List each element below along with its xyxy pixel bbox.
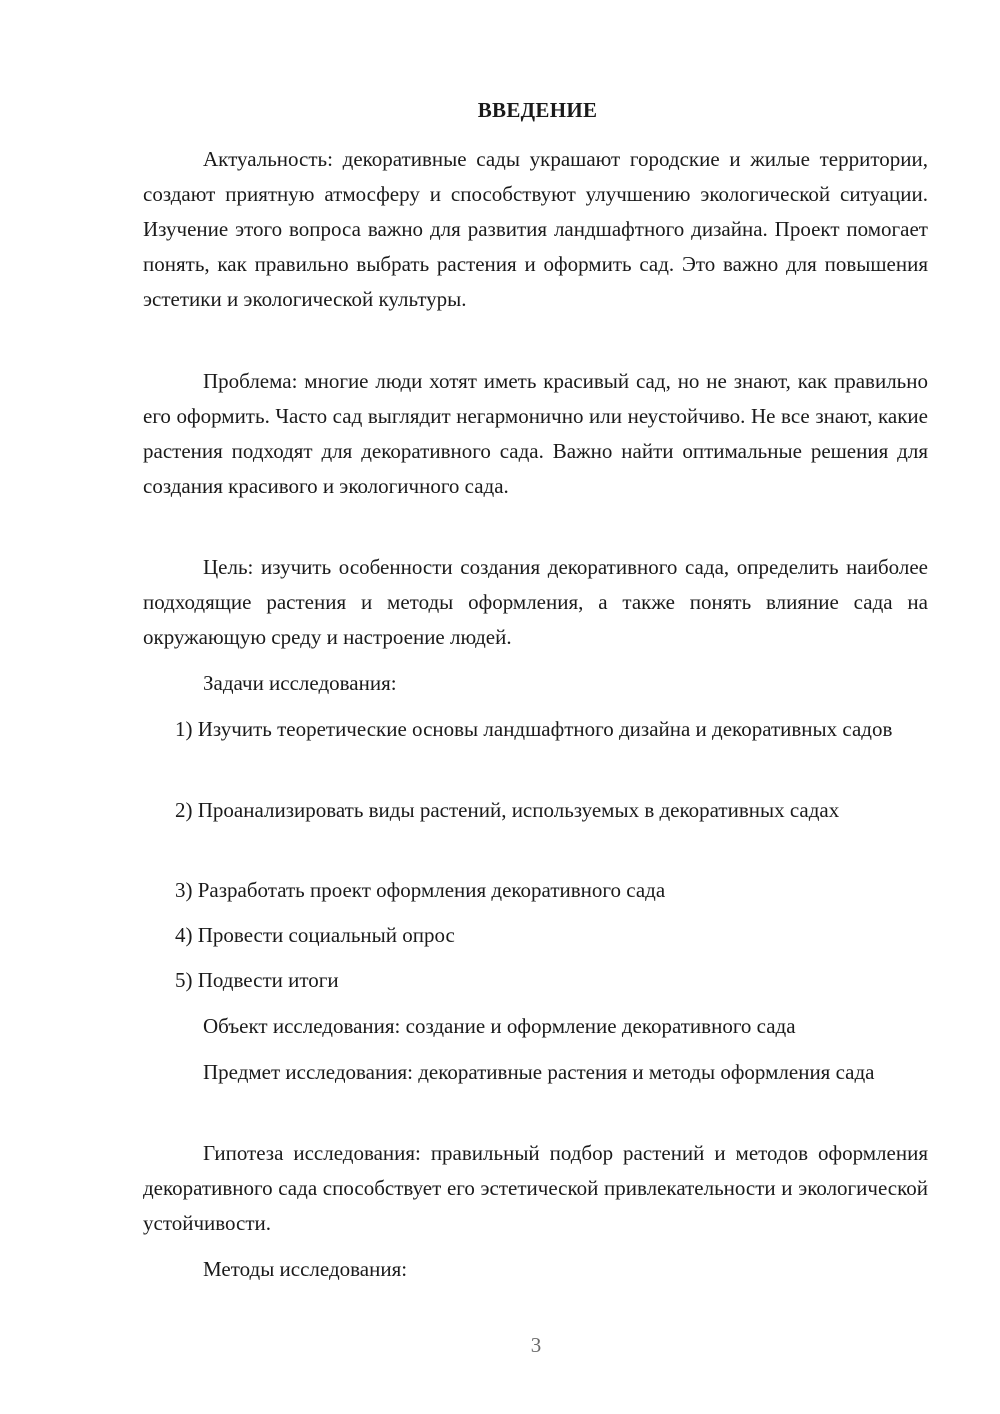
paragraph-relevance: Актуальность: декоративные сады украшают городские и жилые территории, создают приятную атмосферу и способствуют улучшению экологической ситуации. Изучение этого вопроса важно для развития ландшафтного дизайна. Проект помогает понять, как правильно выбрать растения и оформить сад. Это важно для повышения эстетики и экологической культуры. xyxy=(143,147,928,311)
paragraph-hypothesis: Гипотеза исследования: правильный подбор растений и методов оформления декоративного сада способствует его эстетической привлекательности и экологической устойчивости. xyxy=(143,1141,928,1235)
paragraph-object: Объект исследования: создание и оформление декоративного сада xyxy=(203,1014,796,1038)
list-item-task-2: 2) Проанализировать виды растений, используемых в декоративных садах xyxy=(175,798,840,822)
list-item-task-1: 1) Изучить теоретические основы ландшафтного дизайна и декоративных садов xyxy=(175,717,893,741)
page-title: ВВЕДЕНИЕ xyxy=(477,98,598,122)
tasks-heading: Задачи исследования: xyxy=(203,671,397,695)
page-number: 3 xyxy=(530,1333,542,1357)
methods-heading: Методы исследования: xyxy=(203,1257,408,1281)
list-item-task-5: 5) Подвести итоги xyxy=(175,968,339,992)
list-item-task-4: 4) Провести социальный опрос xyxy=(175,923,455,947)
list-item-task-3: 3) Разработать проект оформления декоративного сада xyxy=(175,878,666,902)
paragraph-problem: Проблема: многие люди хотят иметь красивый сад, но не знают, как правильно его оформить. Часто сад выглядит негармонично или неустойчиво. Не все знают, какие растения подходят для декоративного сада. Важно найти оптимальные решения для создания красивого и экологичного сада. xyxy=(143,369,928,498)
paragraph-goal: Цель: изучить особенности создания декоративного сада, определить наиболее подходящие растения и методы оформления, а также понять влияние сада на окружающую среду и настроение людей. xyxy=(143,555,928,649)
paragraph-subject: Предмет исследования: декоративные растения и методы оформления сада xyxy=(203,1060,875,1084)
